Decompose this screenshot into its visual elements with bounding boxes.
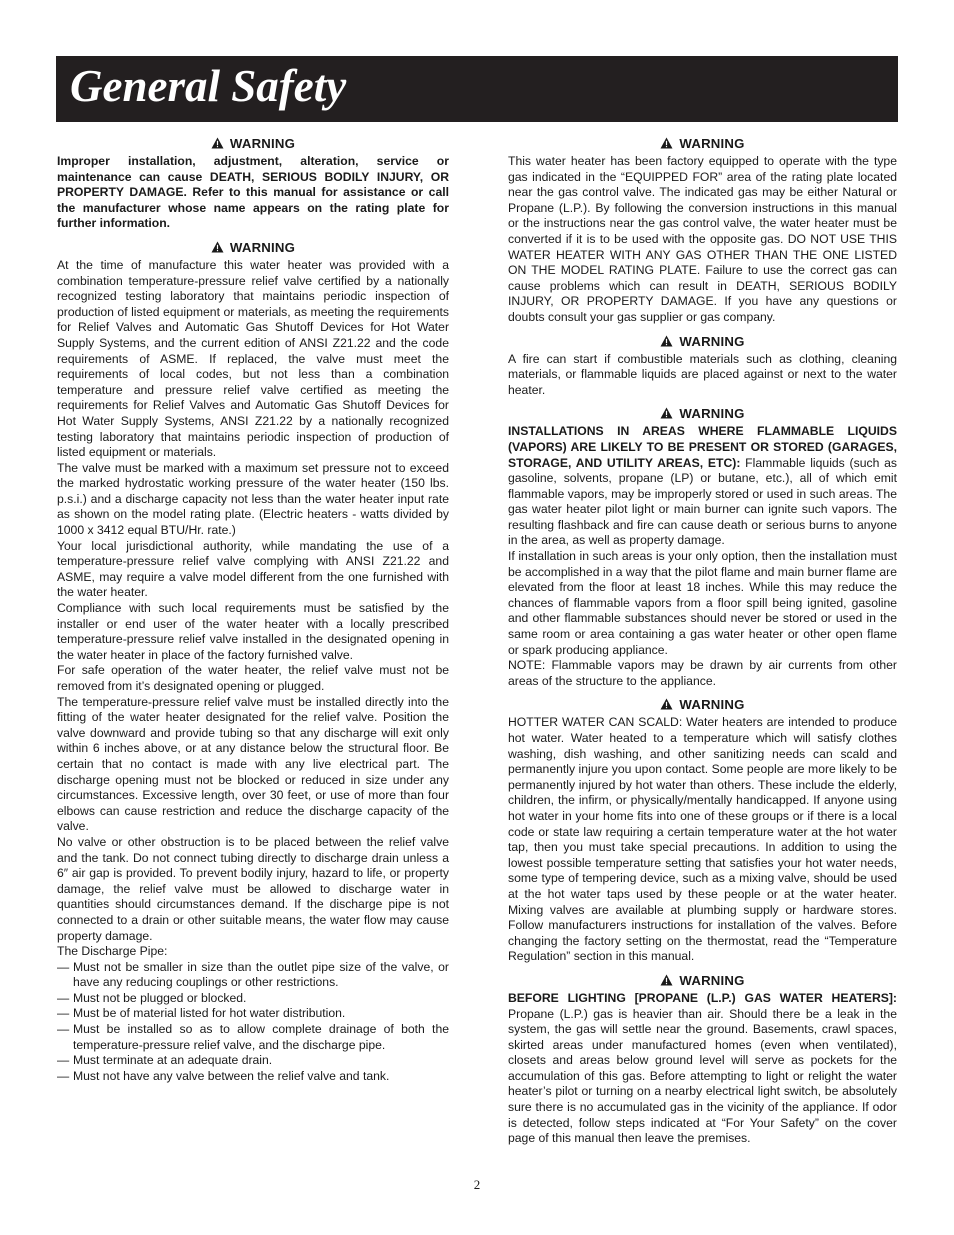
list-item-text: Must not have any valve between the relief valve and tank.: [73, 1068, 390, 1083]
title-banner: [56, 56, 898, 122]
warning-heading: [57, 135, 449, 154]
warning-label: WARNING: [229, 239, 296, 255]
warning-triangle-icon: [211, 240, 224, 258]
paragraph: Compliance with such local requirements must be satisfied by the installer or end user of the water heater with a locally prescribed temperature-pressure relief valve installed in the designated opening in the water heater in place of the factory furnished valve.: [57, 601, 449, 662]
list-item: [57, 991, 449, 1007]
warning-heading: [508, 696, 897, 715]
page-number: 2: [473, 1177, 481, 1192]
warning-heading: [508, 333, 897, 352]
warning-heading: [508, 972, 897, 991]
list-item-text: Must be of material listed for hot water distribution.: [73, 1006, 346, 1021]
dash-marker: —: [57, 959, 70, 974]
dash-marker: —: [57, 1006, 70, 1021]
paragraph: For safe operation of the water heater, the relief valve must not be removed from it’s designated opening or plugged.: [57, 663, 449, 693]
warning-section: [508, 405, 897, 689]
warning-heading: [57, 239, 449, 258]
dash-marker: —: [57, 990, 70, 1005]
warning-triangle-icon: [211, 136, 224, 154]
warning-body: Flammable liquids (such as gasoline, solvents, propane (LP) or butane, etc.), all of which emit flammable vapors, may be improperly stored or used in such areas. The gas water heater pilot light or main burner can ignite such vapors. The resulting flashback and fire can cause death or serious burns to anyone in the area, as well as property damage.: [508, 455, 897, 548]
warning-section: [508, 333, 897, 399]
list-item: [57, 1069, 449, 1085]
paragraph: No valve or other obstruction is to be placed between the relief valve and the tank. Do not connect tubing directly to discharge drain unless a 6″ air gap is provided. To prevent bodily injury, hazard to life, or property damage, the relief valve must be allowed to discharge water in quantities should circumstances demand. If the discharge pipe is not connected to a drain or other suitable means, the water flow may cause property damage.: [57, 834, 449, 943]
list-item-text: Must terminate at an adequate drain.: [73, 1053, 273, 1068]
warning-triangle-icon: [660, 406, 673, 424]
note: NOTE: Flammable vapors may be drawn by air currents from other areas of the structure to the appliance.: [508, 658, 897, 688]
list-item-text: Must not be smaller in size than the outlet pipe size of the valve, or have any reducing couplings or other restrictions.: [73, 959, 449, 990]
warning-section: [57, 135, 449, 232]
right-column: [508, 135, 897, 1154]
list-item-text: Must not be plugged or blocked.: [73, 990, 247, 1005]
warning-triangle-icon: [660, 697, 673, 715]
warning-label: WARNING: [679, 972, 745, 988]
warning-text: HOTTER WATER CAN SCALD: Water heaters are intended to produce hot water. Water heated to a temperature which will satisfy clothes washing, dish washing, and other sanitizing needs can scald and permanently injure you upon contact. Some people are more likely to be permanently injured by hot water than others. These include the elderly, children, the infirm, or physically/mentally handicapped. If anyone using hot water in your home fits into one of these groups or if there is a local code or state law requiring a certain temperature water at the hot water tap, then you must take special precautions. In addition to using the lowest possible temperature setting that satisfies your hot water needs, some type of tempering device, such as a mixing valve, should be used at the hot water taps used by these people or at the water heater. Mixing valves are available at plumbing supply or hardware stores. Follow manufacturers instructions for installation of the valves. Before changing the factory setting on the thermostat, read the “Temperature Regulation” section in this manual.: [508, 715, 897, 964]
dash-marker: —: [57, 1068, 70, 1083]
paragraph: The temperature-pressure relief valve must be installed directly into the fitting of the water heater designated for the relief valve. Position the valve downward and provide tubing so that any discharge will exit only within 6 inches above, or at any distance below the structural floor. Be certain that no contact is made with any live electrical part. The discharge opening must not be blocked or reduced in size under any circumstances. Excessive length, over 30 feet, or use of more than four elbows can cause restriction and reduce the discharge capacity of the valve.: [57, 694, 449, 834]
dash-marker: —: [57, 1053, 70, 1068]
page-title: General Safety: [70, 61, 347, 111]
discharge-pipe-list: [57, 960, 449, 1085]
warning-triangle-icon: [660, 136, 673, 154]
left-column: [57, 135, 449, 1091]
warning-triangle-icon: [660, 334, 673, 352]
list-item: [57, 1022, 449, 1053]
paragraph: If installation in such areas is your only option, then the installation must be accomplished in a way that the pilot flame and main burner flame are elevated from the floor at least 18 inches. While this may reduce the chances of flammable vapors from a floor spill being ignited, gasoline and other flammable substances should never be stored or used in the same room or area containing a gas water heater or other open flame or spark producing appliance.: [508, 549, 897, 657]
warning-label: WARNING: [679, 333, 745, 349]
list-item: [57, 1006, 449, 1022]
dash-marker: —: [57, 1022, 70, 1037]
warning-text: Improper installation, adjustment, alteration, service or maintenance can cause DEATH, SERIOUS BODILY INJURY, OR PROPERTY DAMAGE. Refer to this manual for assistance or call the manufacturer whose name appears on the rating plate for further information.: [57, 154, 449, 231]
list-item: [57, 1053, 449, 1069]
list-item-text: Must be installed so as to allow complete drainage of both the temperature-pressure relief valve, and the discharge pipe.: [73, 1022, 449, 1052]
warning-section: [508, 696, 897, 965]
warning-text: [508, 424, 897, 549]
warning-lead: INSTALLATIONS IN AREAS WHERE FLAMMABLE LIQUIDS (VAPORS) ARE LIKELY TO BE PRESENT OR STORED (GARAGES, STORAGE, AND UTILITY AREAS, ETC):: [508, 424, 897, 470]
warning-heading: [508, 135, 897, 154]
warning-text: [508, 991, 897, 1147]
warning-triangle-icon: [660, 973, 673, 991]
warning-label: WARNING: [679, 697, 745, 713]
warning-body: Propane (L.P.) gas is heavier than air. Should there be a leak in the system, the gas will settle near the ground. Basements, crawl spaces, skirted areas under manufactured homes (even when ventilated), closets and areas below ground level will serve as pockets for the accumulation of this gas. Before attempting to light or relight the water heater’s pilot or turning on a nearby electrical light switch, be absolutely sure there is no accumulated gas in the vicinity of the appliance. If odor is detected, follow steps indicated at “For Your Safety” on the cover page of this manual then leave the premises.: [508, 1006, 897, 1146]
warning-heading: [508, 405, 897, 424]
paragraph: The Discharge Pipe:: [57, 944, 168, 959]
warning-label: WARNING: [679, 136, 745, 151]
warning-label: WARNING: [229, 136, 296, 151]
warning-text: A fire can start if combustible materials such as clothing, cleaning materials, or flammable liquids are placed against or next to the water heater.: [508, 351, 897, 397]
warning-label: WARNING: [679, 406, 745, 422]
warning-section: [508, 972, 897, 1147]
warning-section: [508, 135, 897, 326]
paragraph: At the time of manufacture this water heater was provided with a combination temperature-pressure relief valve certified by a nationally recognized testing laboratory that maintains periodic inspection of production of listed equipment or materials, as meeting the requirements for Relief Valves and Automatic Gas Shutoff Devices for Hot Water Supply Systems, and the current edition of ANSI Z21.22 and the code requirements of ASME. If replaced, the valve must meet the requirements of local codes, but not less than a combination temperature and pressure relief valve certified as meeting the requirements for Relief Valves and Automatic Gas Shutoff Devices for Hot Water Supply Systems, ANSI Z21.22 by a nationally recognized testing laboratory that maintains periodic inspection of production of listed equipment or materials.: [57, 257, 449, 460]
warning-text: This water heater has been factory equipped to operate with the type gas indicated in the “EQUIPPED FOR” area of the rating plate located near the gas control valve. The indicated gas may be either Natural or Propane (L.P.). By following the conversion instructions in this manual or the instructions near the gas control valve, the water heater must be converted if it is to be used with the opposite gas. DO NOT USE THIS WATER HEATER WITH ANY GAS OTHER THAN THE ONE LISTED ON THE MODEL RATING PLATE. Failure to use the correct gas can cause problems which can result in DEATH, SERIOUS BODILY INJURY, OR PROPERTY DAMAGE. If you have any questions or doubts consult your gas supplier or gas company.: [508, 154, 897, 324]
paragraph: The valve must be marked with a maximum set pressure not to exceed the marked hydrostatic working pressure of the water heater (150 lbs. p.s.i.) and a discharge capacity not less than the water heater input rate as shown on the model rating plate. (Electric heaters - watts divided by 1000 x 3412 equal BTU/Hr. rate.): [57, 460, 449, 538]
warning-section: [57, 239, 449, 1084]
paragraph: Your local jurisdictional authority, while mandating the use of a temperature-pressure relief valve complying with ANSI Z21.22 and ASME, may require a valve model different from the one furnished with the water heater.: [57, 538, 449, 600]
warning-lead: BEFORE LIGHTING [PROPANE (L.P.) GAS WATER HEATERS]:: [508, 990, 897, 1005]
list-item: [57, 960, 449, 991]
